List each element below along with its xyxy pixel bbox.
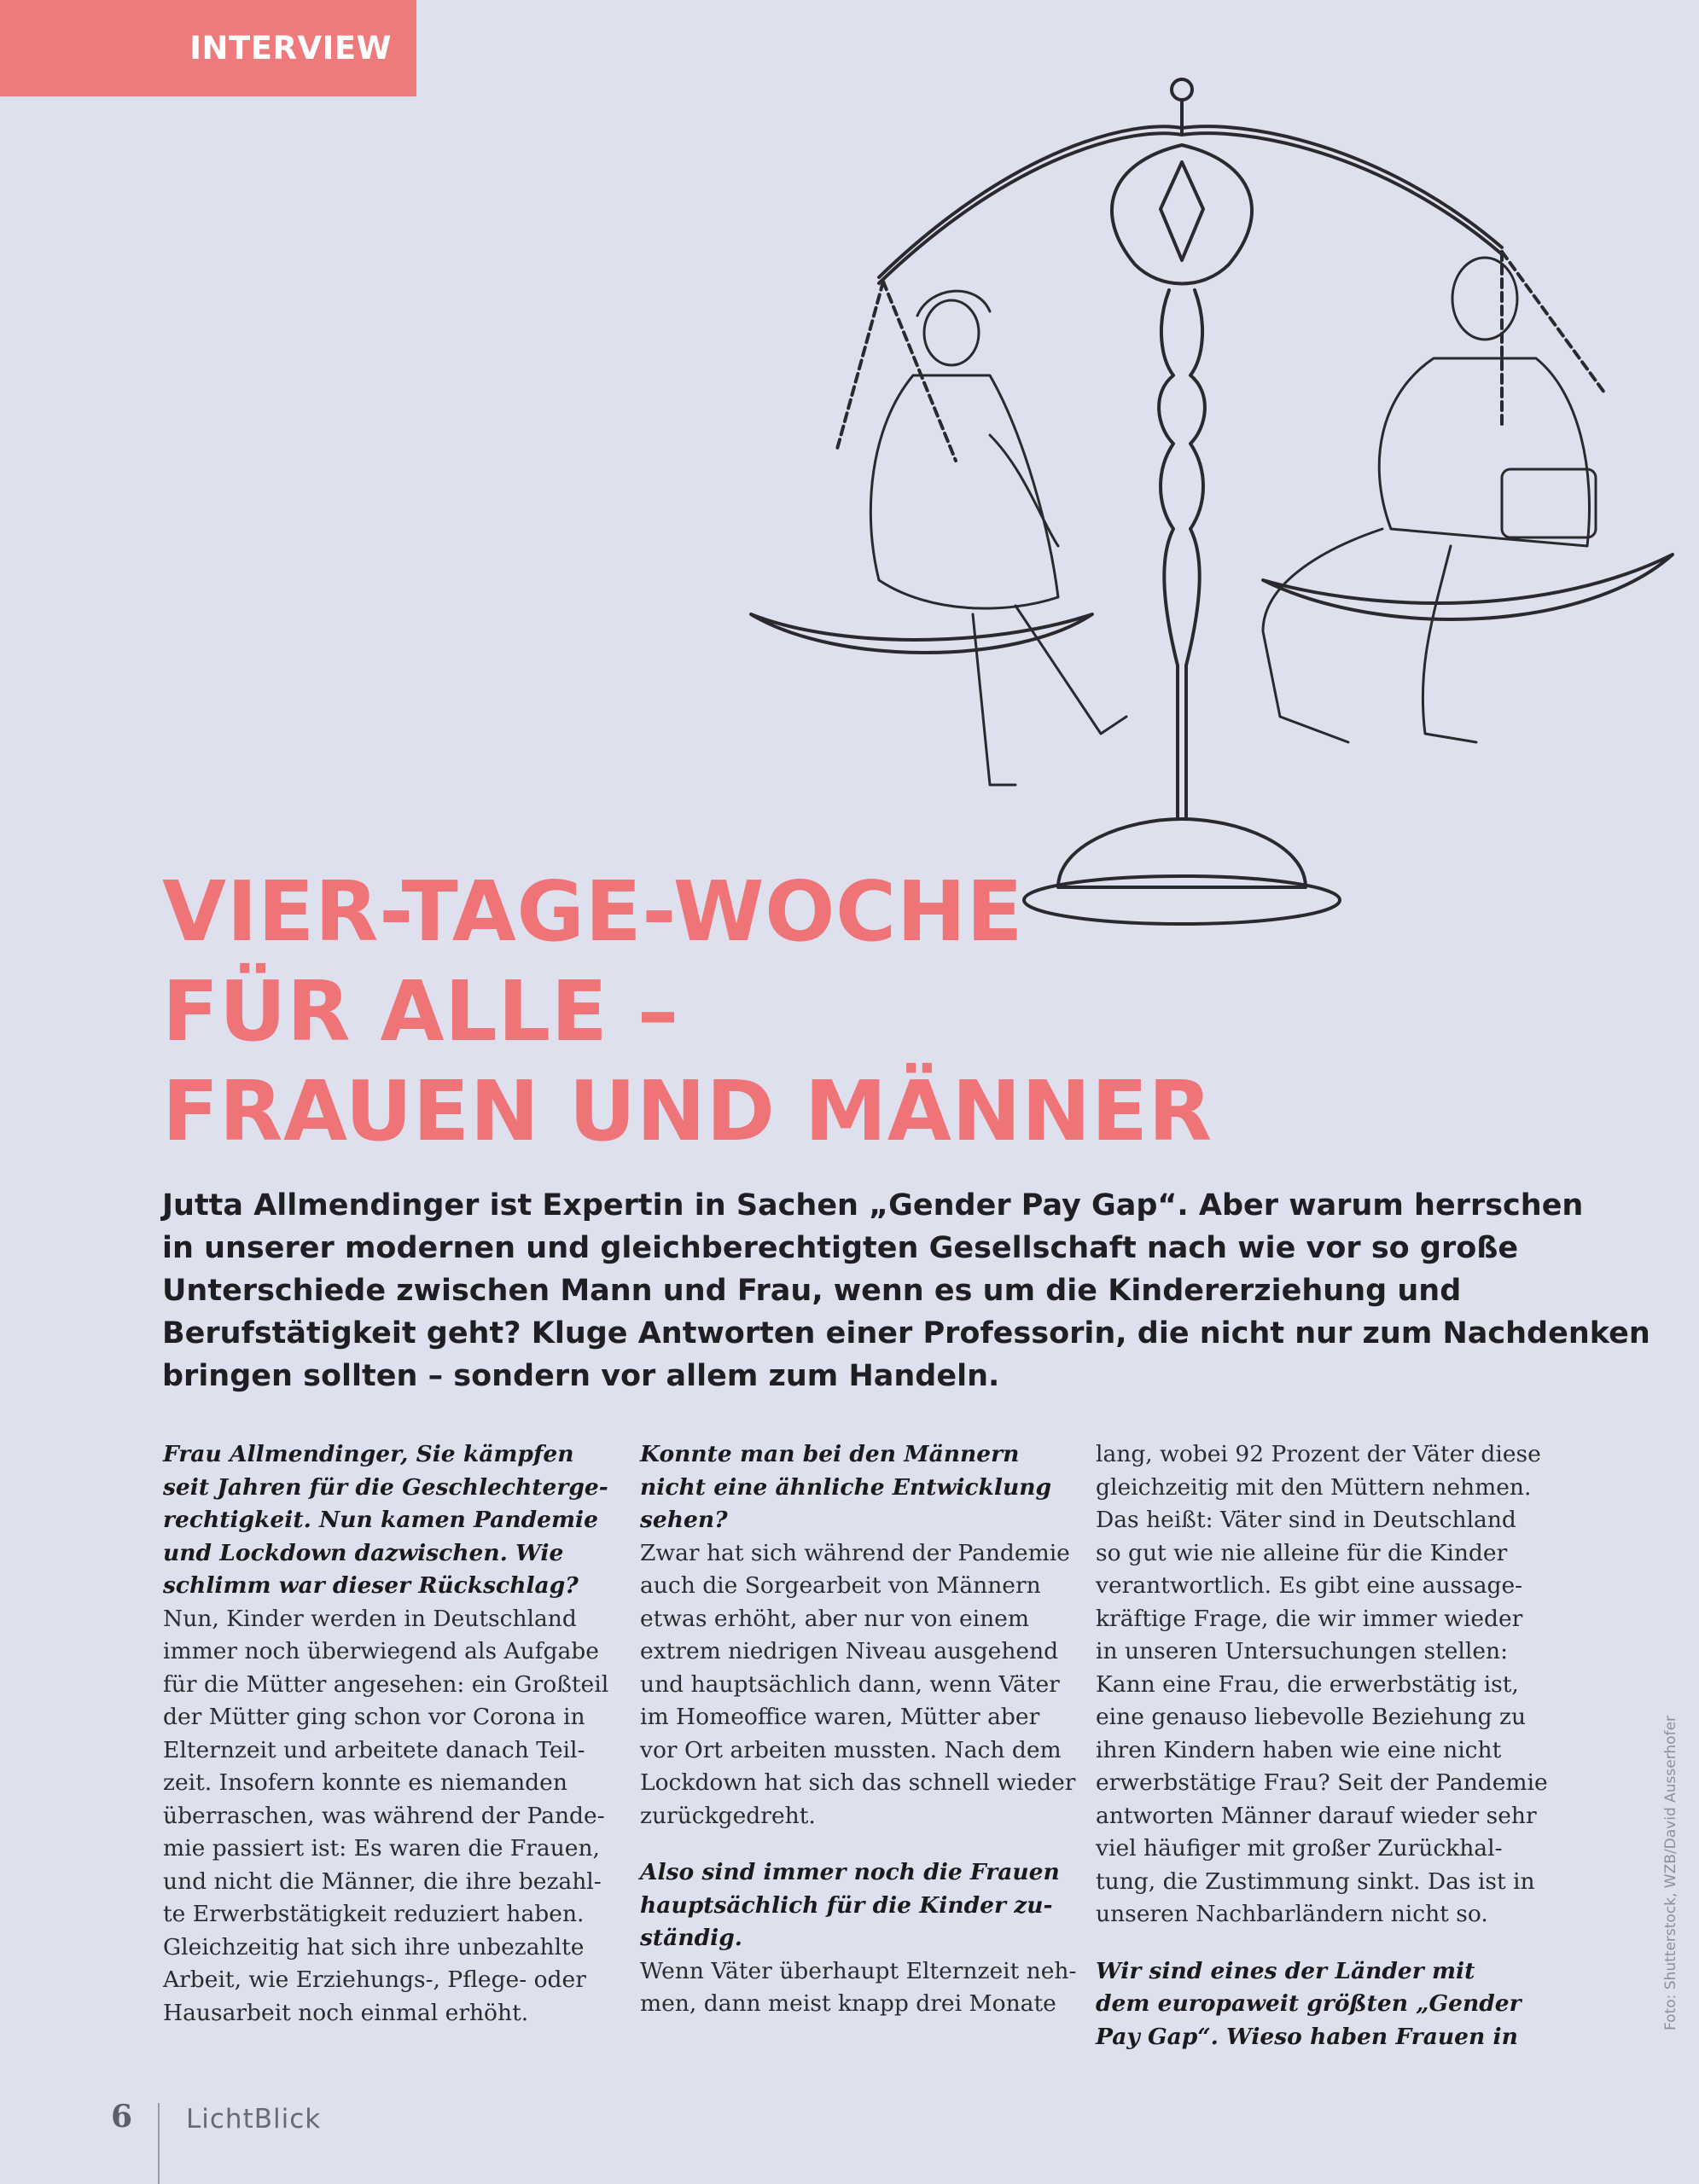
text-line: zeit. Insofern konnte es niemanden (163, 1769, 567, 1796)
text-line: und Lockdown dazwischen. Wie (163, 1539, 564, 1566)
text-line: ihren Kindern haben wie eine nicht (1096, 1736, 1502, 1763)
article-column-1 (163, 1438, 607, 2030)
text-line: tung, die Zustimmung sinkt. Das ist in (1096, 1867, 1535, 1895)
right-chain (1502, 252, 1604, 392)
text-line: lang, wobei 92 Prozent der Väter diese (1096, 1441, 1541, 1467)
text-line: ständig. (640, 1925, 742, 1951)
text-line: men, dann meist knapp drei Monate (640, 1990, 1056, 2017)
paragraph-gap (1096, 1931, 1539, 1955)
text-line: und nicht die Männer, die ihre bezahl- (163, 1867, 602, 1895)
woman-figure (870, 291, 1126, 785)
text-line: der Mütter ging schon vor Corona in (163, 1704, 585, 1730)
magazine-name: LichtBlick (186, 2104, 322, 2135)
lead-line: Jutta Allmendinger ist Expertin in Sachen „Gender Pay Gap“. Aber warum herrschen (162, 1188, 1584, 1223)
text-line: Nun, Kinder werden in Deutschland (163, 1605, 577, 1632)
text-line: Gleichzeitig hat sich ihre unbezahlte (163, 1933, 585, 1960)
text-line: so gut wie nie alleine für die Kinder (1096, 1539, 1508, 1566)
text-line: überraschen, was während der Pande- (163, 1802, 605, 1829)
text-line: etwas erhöht, aber nur von einem (640, 1605, 1029, 1632)
section-tag: INTERVIEW (0, 0, 416, 96)
text-line: extrem niedrigen Niveau ausgehend (640, 1638, 1059, 1664)
text-line: und hauptsächlich dann, wenn Väter (640, 1670, 1060, 1698)
headline (162, 862, 1213, 1161)
text-line: viel häufiger mit großer Zurückhal- (1096, 1835, 1503, 1862)
text-line: gleichzeitig mit den Müttern nehmen. (1096, 1473, 1532, 1501)
lead-line: Berufstätigkeit geht? Kluge Antworten einer Professorin, die nicht nur zum Nachdenken (162, 1316, 1650, 1350)
text-line: für die Mütter angesehen: ein Großteil (163, 1670, 609, 1698)
scale-column (1159, 290, 1178, 819)
text-line: Hausarbeit noch einmal erhöht. (163, 1999, 529, 2026)
lead-line: Unterschiede zwischen Mann und Frau, wenn es um die Kindererziehung und (162, 1274, 1462, 1308)
scale-beam (879, 126, 1502, 277)
text-line: Wenn Väter überhaupt Elternzeit neh- (640, 1957, 1077, 1984)
article-column-3 (1096, 1438, 1548, 2053)
headline-line: VIER-TAGE-WOCHE (162, 863, 1024, 960)
question-3 (640, 1856, 1084, 1955)
right-pan (1263, 555, 1673, 619)
text-line: erwerbstätige Frau? Seit der Pandemie (1096, 1769, 1548, 1796)
answer-1 (163, 1603, 607, 2030)
text-line: vor Ort arbeiten mussten. Nach dem (640, 1736, 1062, 1763)
text-line: nicht eine ähnliche Entwicklung (640, 1473, 1052, 1501)
headline-line: FRAUEN UND MÄNNER (162, 1063, 1213, 1159)
text-line: im Homeoffice waren, Mütter aber (640, 1704, 1040, 1730)
text-line: schlimm war dieser Rückschlag? (163, 1572, 579, 1599)
balance-scale-illustration (734, 68, 1690, 938)
text-line: Wir sind eines der Länder mit (1096, 1957, 1475, 1984)
text-line: unseren Nachbarländern nicht so. (1096, 1901, 1488, 1927)
text-line: rechtigkeit. Nun kamen Pandemie (163, 1507, 598, 1533)
left-pan (751, 614, 1092, 653)
answer-2 (640, 1537, 1084, 1833)
headline-line: FÜR ALLE – (162, 963, 679, 1060)
question-2 (640, 1438, 1084, 1537)
text-line: immer noch überwiegend als Aufgabe (163, 1638, 599, 1664)
text-line: zurückgedreht. (640, 1802, 816, 1829)
text-line: auch die Sorgearbeit von Männern (640, 1572, 1041, 1599)
lead-line: bringen sollten – sondern vor allem zum Handeln. (162, 1359, 1000, 1393)
text-line: sehen? (640, 1507, 728, 1533)
text-line: Das heißt: Väter sind in Deutschland (1096, 1507, 1516, 1533)
paragraph-gap (640, 1833, 1084, 1856)
answer-3-continued (1096, 1438, 1548, 1931)
text-line: Frau Allmendinger, Sie kämpfen (163, 1441, 574, 1467)
lead-line: in unserer modernen und gleichberechtigten Gesellschaft nach wie vor so große (162, 1231, 1519, 1265)
text-line: Arbeit, wie Erziehungs-, Pflege- oder (163, 1966, 586, 1993)
text-line: Also sind immer noch die Frauen (640, 1859, 1060, 1885)
text-line: Lockdown hat sich das schnell wieder (640, 1769, 1076, 1796)
article-column-2 (640, 1438, 1084, 2021)
text-line: Zwar hat sich während der Pandemie (640, 1539, 1070, 1566)
answer-3 (640, 1955, 1084, 2021)
text-line: antworten Männer darauf wieder sehr (1096, 1802, 1537, 1829)
text-line: hauptsächlich für die Kinder zu- (640, 1891, 1053, 1919)
text-line: Pay Gap“. Wieso haben Frauen in (1096, 2023, 1518, 2050)
page-number: 6 (111, 2099, 133, 2135)
footer-divider (158, 2103, 160, 2184)
text-line: verantwortlich. Es gibt eine aussage- (1096, 1572, 1523, 1599)
lead-paragraph (162, 1184, 1650, 1397)
man-figure (1263, 258, 1596, 742)
text-line: eine genauso liebevolle Beziehung zu (1096, 1704, 1527, 1730)
text-line: Kann eine Frau, die erwerbstätig ist, (1096, 1670, 1519, 1698)
text-line: Elternzeit und arbeitete danach Teil- (163, 1736, 585, 1763)
text-line: seit Jahren für die Geschlechterge- (163, 1473, 608, 1501)
question-4 (1096, 1955, 1539, 2054)
left-chain (836, 282, 883, 452)
text-line: dem europaweit größten „Gender (1096, 1990, 1522, 2017)
question-1 (163, 1438, 607, 1603)
photo-credit: Foto: Shutterstock, WZB/David Ausserhofer (1662, 1715, 1679, 2030)
text-line: mie passiert ist: Es waren die Frauen, (163, 1835, 600, 1862)
text-line: te Erwerbstätigkeit reduziert haben. (163, 1901, 585, 1927)
text-line: Konnte man bei den Männern (640, 1441, 1020, 1467)
text-line: kräftige Frage, die wir immer wieder (1096, 1605, 1523, 1632)
text-line: in unseren Untersuchungen stellen: (1096, 1638, 1509, 1664)
scale-finial (1172, 79, 1192, 100)
